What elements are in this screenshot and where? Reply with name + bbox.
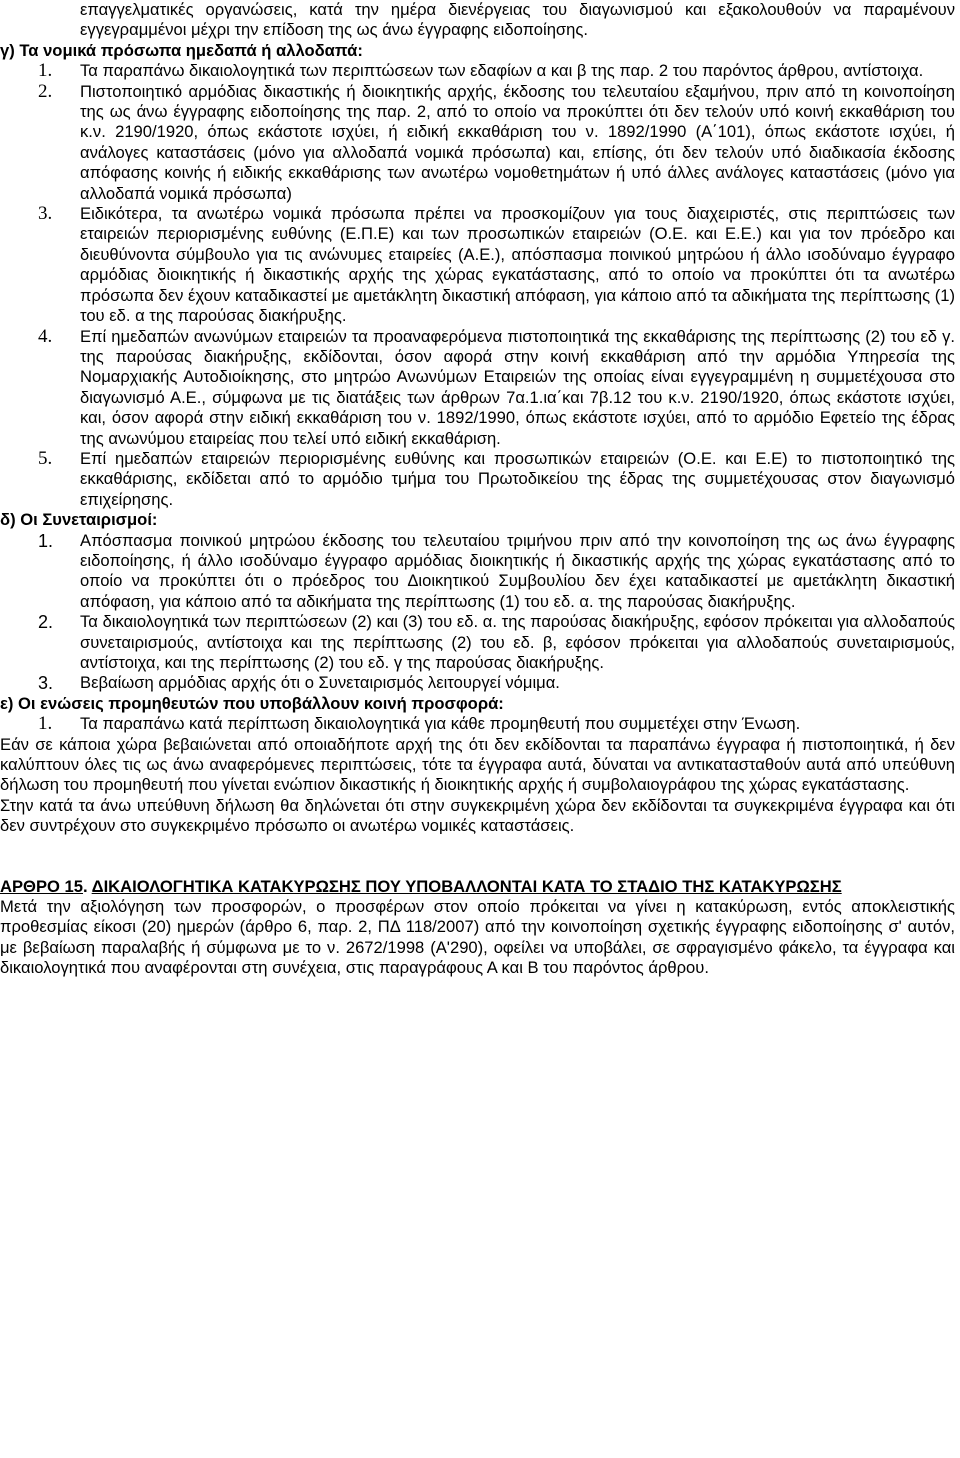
item-text: Ειδικότερα, τα ανωτέρω νομικά πρόσωπα πρέπει να προσκομίζουν για τους διαχειριστές, στις περιπτώσεις των εταιρειών περιορισμένης ευθύνης (Ε.Π.Ε) και των προσωπικών εταιρειών (Ο.Ε. και Ε.Ε.) και για τον πρόεδρο και διευθύνοντα σύμβουλο για τις ανώνυμες εταιρείες (Α.Ε.), απόσπασμα ποινικού μητρώου ή άλλο ισοδύναμο έγγραφο αρμόδιας διοικητικής ή δικαστικής αρχής της χώρας εγκατάστασης, από το οποίο να προκύπτει ότι τα ανωτέρω πρόσωπα δεν έχουν καταδικαστεί με αμετάκλητη δικαστική απόφαση, για κάποιο από τα αδικήματα της περίπτωσης (1) του εδ. α της παρούσας διακήρυξης. [80,204,955,326]
article-title: ΔΙΚΑΙΟΛΟΓΗΤΙΚΑ ΚΑΤΑΚΥΡΩΣΗΣ ΠΟΥ ΥΠΟΒΑΛΛΟΝΤΑΙ ΚΑΤΑ ΤΟ ΣΤΑΔΙΟ ΤΗΣ ΚΑΤΑΚΥΡΩΣΗΣ [91,876,842,896]
item-number: 2. [38,80,53,102]
list-item [0,531,955,613]
item-number: 1. [38,60,53,82]
article-heading [0,877,955,897]
item-number: 4. [38,325,53,347]
item-number: 5. [38,447,53,469]
closing-paragraph: Στην κατά τα άνω υπεύθυνη δήλωση θα δηλώνεται ότι στην συγκεκριμένη χώρα δεν εκδίδονται τα συγκεκριμένα έγγραφα και ότι δεν συντρέχουν στο συγκεκριμένο πρόσωπο οι ανωτέρω νομικές καταστάσεις. [0,795,955,836]
list-item [0,673,955,693]
section-c-heading: γ) Τα νομικά πρόσωπα ημεδαπά ή αλλοδαπά: [0,40,363,60]
section-d-heading: δ) Οι Συνεταιρισμοί: [0,510,158,530]
article-body: Μετά την αξιολόγηση των προσφορών, ο προσφέρων στον οποίο πρόκειται να γίνει η κατακύρωση, εντός αποκλειστικής προθεσμίας είκοσι (20) ημερών (άρθρο 6, παρ. 2, ΠΔ 118/2007) από την κοινοποίηση σχετικής έγγραφης ειδοποίησης σ' αυτόν, με βεβαίωση παραλαβής ή σύμφωνα με το ν. 2672/1998 (Α'290), οφείλει να υποβάλει, σε σφραγισμένο φάκελο, τα έγγραφα και δικαιολογητικά που αναφέρονται στη συνέχεια, στις παραγράφους Α και Β του παρόντος άρθρου. [0,897,955,978]
article-separator: . [83,876,88,896]
item-number: 1. [38,530,54,551]
item-text: Τα παραπάνω δικαιολογητικά των περιπτώσεων των εδαφίων α και β της παρ. 2 του παρόντος άρθρου, αντίστοιχα. [80,61,924,81]
item-number: 1. [38,713,53,735]
list-item [0,327,955,449]
intro-text: επαγγελματικές οργανώσεις, κατά την ημέρα διενέργειας του διαγωνισμού και εξακολουθούν να παραμένουν εγγεγραμμένοι μέχρι την επίδοση της ως άνω έγγραφης ειδοποίησης. [80,0,955,40]
article-label: ΑΡΘΡΟ 15 [0,876,84,896]
list-item [0,204,955,326]
closing-paragraph: Εάν σε κάποια χώρα βεβαιώνεται από οποιαδήποτε αρχή της ότι δεν εκδίδονται τα παραπάνω έγγραφα ή πιστοποιητικά, ή δεν καλύπτουν όλες τις ως άνω αναφερόμενες περιπτώσεις, τότε τα έγγραφα αυτά, δύναται να αντικατασταθούν αυτά από υπεύθυνη δήλωση του προμηθευτή που γίνεται ενώπιον δικαστικής ή διοικητικής αρχής ή συμβολαιογράφου της χώρας εγκατάστασης. [0,734,955,795]
item-number: 2. [38,612,54,633]
item-text: Επί ημεδαπών ανωνύμων εταιρειών τα προαναφερόμενα πιστοποιητικά της εκκαθάρισης της περίπτωσης (2) του εδ γ. της παρούσας διακήρυξης, εκδίδονται, όσον αφορά στην κοινή εκκαθάριση από την αρμόδια Υπηρεσία της Νομαρχιακής Αυτοδιοίκησης, στο μητρώο Ανωνύμων Εταιρειών της οποίας είναι εγγεγραμμένη η συμμετέχουσα στο διαγωνισμό Α.Ε., σύμφωνα με τις διατάξεις των άρθρων 7α.1.ια΄και 7β.12 του κ.ν. 2190/1920, όπως εκάστοτε ισχύει, και, όσον αφορά στην ειδική εκκαθάριση του ν. 1892/1990, όπως εκάστοτε ισχύει, από το αρμόδιο Εφετείο της έδρας της ανωνύμου εταιρείας που τελεί υπό ειδική εκκαθάριση. [80,326,955,448]
intro-continuation [0,0,955,41]
list-item [0,61,955,81]
item-text: Βεβαίωση αρμόδιας αρχής ότι ο Συνεταιρισμός λειτουργεί νόμιμα. [80,673,560,693]
item-text: Επί ημεδαπών εταιρειών περιορισμένης ευθύνης και προσωπικών εταιρειών (Ο.Ε. και Ε.Ε) το πιστοποιητικό της εκκαθάρισης, εκδίδεται από το αρμόδιο τμήμα του Πρωτοδικείου της έδρας της συμμετέχουσας στον διαγωνισμό επιχείρησης. [80,448,955,509]
list-item [0,714,955,734]
item-number: 3. [38,673,54,694]
item-number: 3. [38,203,53,225]
section-e-heading: ε) Οι ενώσεις προμηθευτών που υποβάλλουν κοινή προσφορά: [0,693,504,713]
item-text: Πιστοποιητικό αρμόδιας δικαστικής ή διοικητικής αρχής, έκδοσης του τελευταίου εξαμήνου, πριν από τη κοινοποίηση της ως άνω έγγραφης ειδοποίησης της παρ. 2, από το οποίο να προκύπτει ότι δεν τελούν υπό κοινή εκκαθάριση του κ.ν. 2190/1920, όπως εκάστοτε ισχύει, ή ειδική εκκαθάριση του ν. 1892/1990 (Α΄101), όπως εκάστοτε ισχύει, ή ανάλογες καταστάσεις (μόνο για αλλοδαπά νομικά πρόσωπα) και, επίσης, ότι δεν τελούν υπό διαδικασία έκδοσης απόφασης κοινής ή ειδικής εκκαθάρισης των ανωτέρω νομοθετημάτων ή υπό άλλες ανάλογες καταστάσεις (μόνο για αλλοδαπά νομικά πρόσωπα) [80,81,955,203]
item-text: Τα δικαιολογητικά των περιπτώσεων (2) και (3) του εδ. α. της παρούσας διακήρυξης, εφόσον πρόκειται για αλλοδαπούς συνεταιρισμούς, αντίστοιχα και της περίπτωσης (2) του εδ. β, εφόσον πρόκειται για αλλοδαπούς συνεταιρισμούς, αντίστοιχα, και της περίπτωσης (2) του εδ. γ της παρούσας διακήρυξης. [80,612,955,672]
item-text: Τα παραπάνω κατά περίπτωση δικαιολογητικά για κάθε προμηθευτή που συμμετέχει στην Ένωση. [80,714,801,734]
list-item [0,612,955,673]
list-item [0,82,955,204]
item-text: Απόσπασμα ποινικού μητρώου έκδοσης του τελευταίου τριμήνου πριν από την κοινοποίηση της ως άνω έγγραφης ειδοποίησης, ή άλλο ισοδύναμο έγγραφο αρμόδιας διοικητικής ή δικαστικής αρχής της χώρας εγκατάστασης από το οποίο να προκύπτει ότι ο πρόεδρος του Διοικητικού Συμβουλίου δεν έχει καταδικαστεί με αμετάκλητη δικαστική απόφαση, για κάποιο από τα αδικήματα της περίπτωσης (1) του εδ. α. της παρούσας διακήρυξης. [80,530,955,611]
list-item [0,449,955,510]
